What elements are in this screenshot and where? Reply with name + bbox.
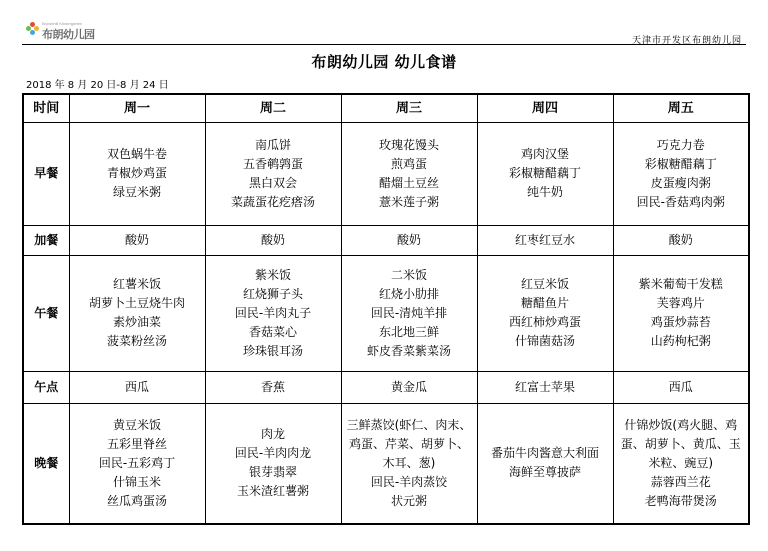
dish-item: 肉龙 [260,427,285,442]
meal-label: 午餐 [23,255,69,371]
dish-item: 紫米饭 [254,267,291,282]
dish-item: 红烧小肋排 [378,286,439,301]
dish-item: 珍珠银耳汤 [242,343,303,358]
corner-header: 时间 [23,94,69,122]
header-school-name: 天津市开发区布朗幼儿园 [631,36,742,46]
dish-item: 回民-五彩鸡丁 [98,455,176,470]
date-range: 2018 年 8 月 20 日-8 月 24 日 [26,80,169,91]
menu-cell [477,255,613,371]
menu-cell [69,371,205,403]
dish-item: 红豆米饭 [520,277,569,291]
menu-cell [477,371,613,403]
dish-item: 老鸭海带煲汤 [644,493,717,508]
dish-item: 菜蔬蛋花疙瘩汤 [230,194,315,209]
day-header: 周一 [69,94,205,122]
meal-label: 晚餐 [23,403,69,524]
dish-item: 巧克力卷 [656,137,705,152]
dish-item: 什锦玉米 [112,474,161,489]
dish-item: 酸奶 [668,232,693,247]
table-header-row [23,94,749,122]
dish-item: 青椒炒鸡蛋 [106,166,167,180]
dish-item: 三鲜蒸饺(虾仁、肉末、鸡蛋、芹菜、胡萝卜、木耳、葱) [346,417,472,470]
menu-cell [341,122,477,225]
menu-cell [205,371,341,403]
menu-cell [205,122,341,225]
dish-item: 状元粥 [390,493,427,508]
dish-item: 煎鸡蛋 [390,156,427,171]
dish-item: 海鲜至尊披萨 [508,465,581,480]
menu-cell [205,255,341,371]
dish-item: 胡萝卜土豆烧牛肉 [88,296,185,310]
menu-cell [613,122,749,225]
logo-name: 布朗幼儿园 [42,28,95,41]
table-row [23,371,749,403]
day-header: 周三 [341,94,477,122]
dish-item: 西瓜 [668,379,693,394]
dish-item: 酸奶 [396,232,421,247]
dish-item: 蒜蓉西兰花 [650,474,711,489]
dish-item: 皮蛋瘦肉粥 [650,175,711,190]
menu-cell [341,225,477,255]
menu-cell [341,371,477,403]
table-row [23,225,749,255]
table-row [23,403,749,524]
menu-cell [205,225,341,255]
dish-item: 黑白双会 [248,175,297,190]
dish-item: 回民-羊肉蒸饺 [370,474,448,489]
logo-english-text: Brownhill Kindergarten [42,21,83,26]
dish-item: 糖醋鱼片 [520,296,569,310]
dish-item: 酸奶 [260,232,285,247]
dish-item: 芙蓉鸡片 [656,296,705,310]
dish-item: 素炒油菜 [112,315,161,329]
dish-item: 回民-香菇鸡肉粥 [636,194,725,209]
dish-item: 鸡肉汉堡 [520,147,569,161]
dish-item: 菠菜粉丝汤 [106,334,167,348]
page-title: 布朗幼儿园 幼儿食谱 [311,53,457,71]
menu-cell [69,403,205,524]
dish-item: 彩椒糖醋藕丁 [508,166,581,180]
meal-label: 午点 [23,371,69,403]
menu-cell [69,122,205,225]
dish-item: 红富士苹果 [514,379,575,394]
logo-flower-icon [26,22,40,36]
menu-table [22,93,750,525]
dish-item: 玉米渣红薯粥 [236,484,309,499]
dish-item: 黄金瓜 [390,379,427,394]
kindergarten-logo [26,18,106,42]
dish-item: 五彩里脊丝 [106,436,167,451]
dish-item: 西瓜 [124,379,149,394]
dish-item: 双色蜗牛卷 [106,147,167,161]
dish-item: 鸡蛋炒蒜苔 [650,315,711,329]
dish-item: 五香鹌鹑蛋 [242,156,303,171]
dish-item: 薏米莲子粥 [378,194,439,209]
dish-item: 香蕉 [260,379,285,394]
dish-item: 绿豆米粥 [112,185,161,199]
menu-cell [613,371,749,403]
dish-item: 丝瓜鸡蛋汤 [106,493,167,508]
menu-cell [477,122,613,225]
dish-item: 纯牛奶 [526,185,563,199]
dish-item: 二米饭 [390,267,427,282]
menu-cell [341,255,477,371]
dish-item: 番茄牛肉酱意大利面 [490,446,599,461]
dish-item: 红枣红豆水 [514,232,575,247]
menu-cell [341,403,477,524]
header-divider [22,44,746,45]
menu-cell [69,225,205,255]
menu-cell [477,225,613,255]
dish-item: 什锦菌菇汤 [514,334,575,348]
dish-item: 西红柿炒鸡蛋 [508,315,581,329]
dish-item: 虾皮香菜紫菜汤 [366,343,451,358]
dish-item: 什锦炒饭(鸡火腿、鸡蛋、胡萝卜、黄瓜、玉米粒、豌豆) [620,417,741,470]
dish-item: 彩椒糖醋藕丁 [644,156,717,171]
menu-cell [69,255,205,371]
dish-item: 回民-羊肉肉龙 [234,446,312,461]
dish-item: 红薯米饭 [112,277,161,291]
day-header: 周五 [613,94,749,122]
dish-item: 香菇菜心 [248,324,297,339]
table-row [23,255,749,371]
meal-label: 早餐 [23,122,69,225]
dish-item: 山药枸杞粥 [650,334,711,348]
day-header: 周四 [477,94,613,122]
dish-item: 玫瑰花馒头 [378,137,439,152]
dish-item: 黄豆米饭 [112,417,161,432]
dish-item: 南瓜饼 [254,137,291,152]
table-row [23,122,749,225]
dish-item: 回民-清炖羊排 [370,305,448,320]
dish-item: 银芽翡翠 [248,465,297,480]
dish-item: 东北地三鲜 [378,324,439,339]
meal-label: 加餐 [23,225,69,255]
dish-item: 酸奶 [124,232,149,247]
menu-cell [205,403,341,524]
dish-item: 紫米葡萄干发糕 [638,277,723,291]
menu-cell [613,403,749,524]
dish-item: 红烧狮子头 [242,286,303,301]
menu-cell [613,255,749,371]
dish-item: 醋熘土豆丝 [378,175,439,190]
menu-cell [613,225,749,255]
menu-cell [477,403,613,524]
dish-item: 回民-羊肉丸子 [234,305,312,320]
day-header: 周二 [205,94,341,122]
